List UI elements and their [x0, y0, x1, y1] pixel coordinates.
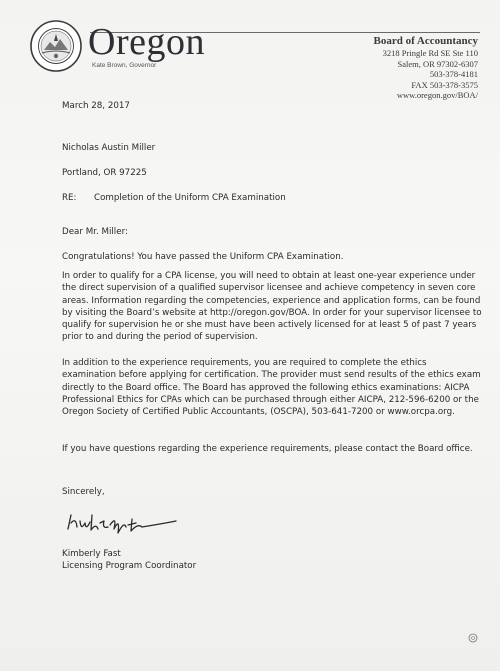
board-website[interactable]: www.oregon.gov/BOA/: [396, 90, 478, 100]
re-subject: Completion of the Uniform CPA Examination: [94, 193, 286, 203]
letter-date: March 28, 2017: [62, 101, 130, 111]
paragraph-ethics: In addition to the experience requirements, you are required to complete the ethics examination before applying for certification. The provider must send results of the ethics exam directly to the Board office. The Board has approved the following ethics examinations: AICPA Professional Ethics for CPAs which can be purchased through either AICPA, 212-596-6200 or the Oregon Society of Certified Public Accountants, (OSCPA), 503-641-7200 or www.orcpa.org.: [62, 358, 481, 418]
governor-line: Kate Brown, Governor: [92, 62, 157, 69]
paragraph-congratulations: Congratulations! You have passed the Uniform CPA Examination.: [62, 252, 344, 262]
recipient-city: Portland, OR 97225: [62, 168, 147, 178]
board-address-block: [374, 34, 479, 101]
address-line-2: Salem, OR 97302-6307: [397, 58, 478, 69]
recycle-mark-icon: [468, 633, 478, 643]
handwritten-signature: [62, 507, 182, 541]
re-label: RE:: [62, 193, 77, 203]
oregon-wordmark: Oregon: [88, 21, 205, 63]
recipient-name: Nicholas Austin Miller: [62, 143, 156, 153]
salutation: Dear Mr. Miller:: [62, 227, 128, 237]
phone-number: 503-378-4181: [429, 69, 478, 79]
board-name: Board of Accountancy: [373, 35, 478, 47]
paragraph-questions: If you have questions regarding the experience requirements, please contact the Board office.: [62, 444, 473, 454]
fax-number: FAX 503-378-3575: [411, 79, 478, 90]
closing: Sincerely,: [62, 487, 105, 497]
address-line-1: 3218 Pringle Rd SE Ste 110: [382, 48, 478, 58]
oregon-state-seal-icon: [30, 20, 82, 72]
paragraph-experience: In order to qualify for a CPA license, you will need to obtain at least one-year experience under the direct supervision of a qualified supervisor licensee and achieve competency in seven core areas. Information regarding the competencies, experience and application forms, can be found by visiting the Board’s website at http://oregon.gov/BOA. In order for your supervisor licensee to qualify for supervision he or she must have been actively licensed for at least 5 of past 7 years prior to and during the period of supervision.: [62, 271, 482, 343]
signer-title: Licensing Program Coordinator: [62, 561, 197, 571]
signer-name: Kimberly Fast: [62, 549, 121, 559]
